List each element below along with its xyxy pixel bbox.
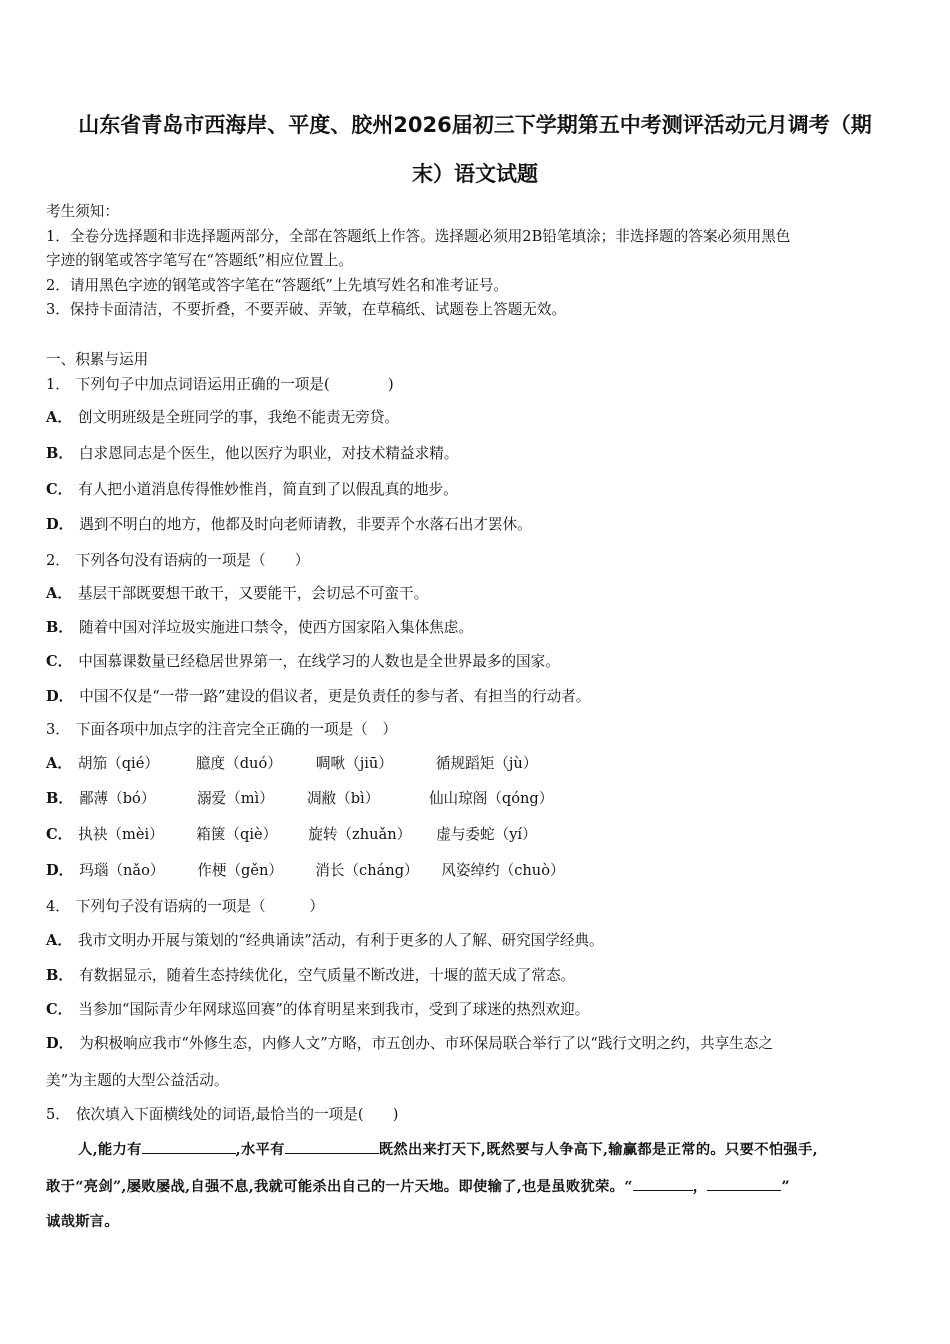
question-number: 1． — [46, 376, 70, 393]
passage-text: ,水平有 — [235, 1142, 285, 1158]
option-label: D． — [46, 516, 74, 533]
question-text: 下列句子中加点词语运用正确的一项是( ) — [75, 376, 394, 393]
page-title-line1: 山东省青岛市西海岸、平度、胶州2026届初三下学期第五中考测评活动元月调考（期 — [78, 113, 872, 137]
question-number: 5． — [46, 1106, 70, 1123]
passage-text: ” — [781, 1179, 790, 1195]
notice-heading: 考生须知： — [46, 203, 119, 220]
option-label: C． — [46, 653, 73, 670]
option-text: 创文明班级是全班同学的事，我绝不能责无旁贷。 — [77, 409, 399, 426]
passage-text: ， — [692, 1179, 708, 1195]
q1-option-a — [46, 408, 399, 428]
q4-option-d-cont: 美”为主题的大型公益活动。 — [46, 1072, 229, 1089]
page-title-line2: 末）语文试题 — [412, 162, 538, 186]
question-1-stem — [46, 375, 394, 395]
answer-blank-1 — [142, 1139, 236, 1154]
passage-line-1 — [78, 1139, 818, 1160]
pinyin-item: 胡笳（qié） — [77, 755, 159, 772]
pinyin-item: 仙山琼阁（qóng） — [428, 790, 554, 807]
option-text: 有人把小道消息传得惟妙惟肖，简直到了以假乱真的地步。 — [78, 481, 458, 498]
passage-text: 敢于“亮剑”,屡败屡战,自强不息,我就可能杀出自己的一片天地。即使输了,也是虽败犹荣。“ — [46, 1179, 633, 1195]
question-5-stem — [46, 1105, 398, 1125]
option-label: D． — [46, 862, 74, 879]
option-label: A． — [46, 932, 72, 949]
pinyin-item: 虚与委蛇（yí） — [436, 826, 537, 843]
q2-option-c — [46, 652, 560, 672]
question-text: 下列各句没有语病的一项是（ ） — [75, 552, 310, 569]
question-number: 4． — [46, 898, 70, 915]
question-number: 2． — [46, 552, 70, 569]
q3-option-d — [46, 861, 565, 881]
question-2-stem — [46, 551, 309, 571]
q3-option-b — [46, 789, 553, 809]
option-label: A． — [46, 409, 72, 426]
notice-item-1: 1．全卷分选择题和非选择题两部分，全部在答题纸上作答。选择题必须用2B铅笔填涂；非选择题的答案必须用黑色 — [46, 228, 791, 245]
pinyin-item: 旋转（zhuǎn） — [308, 826, 412, 843]
question-text: 下列句子没有语病的一项是（ ） — [75, 898, 324, 915]
question-4-stem — [46, 897, 324, 917]
pinyin-item: 鄙薄（bó） — [78, 790, 156, 807]
pinyin-item: 循规蹈矩（jù） — [435, 755, 538, 772]
option-label: B． — [46, 790, 73, 807]
pinyin-item: 箱箧（qiè） — [196, 826, 278, 843]
q2-option-d — [46, 687, 590, 707]
answer-blank-2 — [285, 1139, 379, 1154]
q1-option-c — [46, 480, 458, 500]
option-label: C． — [46, 826, 73, 843]
option-label: D． — [46, 688, 74, 705]
q2-option-b — [46, 618, 473, 638]
option-label: B． — [46, 967, 73, 984]
notice-item-3: 3．保持卡面清洁，不要折叠，不要弄破、弄皱，在草稿纸、试题卷上答题无效。 — [46, 301, 567, 318]
option-text: 我市文明办开展与策划的“经典诵读”活动，有利于更多的人了解、研究国学经典。 — [77, 932, 604, 949]
notice-item-2: 2．请用黑色字迹的钢笔或答字笔在“答题纸”上先填写姓名和准考证号。 — [46, 277, 509, 294]
question-text: 下面各项中加点字的注音完全正确的一项是（ ） — [75, 721, 397, 738]
passage-text: 人,能力有 — [78, 1142, 142, 1158]
notice-item-1-cont: 字迹的钢笔或答字笔写在“答题纸”相应位置上。 — [46, 252, 353, 269]
option-text: 有数据显示，随着生态持续优化，空气质量不断改进，十堰的蓝天成了常态。 — [78, 967, 576, 984]
q1-option-b — [46, 444, 458, 464]
pinyin-item: 玛瑙（nǎo） — [79, 862, 165, 879]
option-label: C． — [46, 481, 73, 498]
pinyin-item: 凋敝（bì） — [306, 790, 380, 807]
pinyin-item: 作梗（gěn） — [197, 862, 284, 879]
answer-blank-4 — [707, 1176, 781, 1191]
question-3-stem — [46, 720, 397, 740]
option-text: 基层干部既要想干敢干，又要能干，会切忌不可蛮干。 — [77, 585, 429, 602]
question-number: 3． — [46, 721, 70, 738]
option-text: 随着中国对洋垃圾实施进口禁令，使西方国家陷入集体焦虑。 — [78, 619, 473, 636]
section-heading: 一、积累与运用 — [46, 351, 149, 368]
q2-option-a — [46, 584, 428, 604]
q1-option-d — [46, 515, 532, 535]
option-label: A． — [46, 755, 72, 772]
question-text: 依次填入下面横线处的词语,最恰当的一项是( ) — [75, 1106, 399, 1123]
option-label: D． — [46, 1035, 74, 1052]
option-label: B． — [46, 619, 73, 636]
q4-option-d — [46, 1034, 773, 1054]
option-label: A． — [46, 585, 72, 602]
pinyin-item: 执袂（mèi） — [78, 826, 164, 843]
pinyin-item: 风姿绰约（chuò） — [441, 862, 565, 879]
option-text: 遇到不明白的地方，他都及时向老师请教，非要弄个水落石出才罢休。 — [79, 516, 532, 533]
option-text: 中国不仅是“一带一路”建设的倡议者，更是负责任的参与者、有担当的行动者。 — [79, 688, 591, 705]
q4-option-c — [46, 1000, 589, 1020]
option-text: 中国慕课数量已经稳居世界第一，在线学习的人数也是全世界最多的国家。 — [78, 653, 560, 670]
q3-option-a — [46, 754, 537, 774]
passage-text: 既然出来打天下,既然要与人争高下,输赢都是正常的。只要不怕强手, — [378, 1142, 818, 1158]
q3-option-c — [46, 825, 537, 845]
answer-blank-3 — [633, 1176, 693, 1191]
passage-line-3: 诚哉斯言。 — [46, 1214, 119, 1230]
option-text: 为积极响应我市“外修生态，内修人文”方略，市五创办、市环保局联合举行了以“践行文明之约，共享生态之 — [79, 1035, 773, 1052]
option-text: 当参加“国际青少年网球巡回赛”的体育明星来到我市，受到了球迷的热烈欢迎。 — [78, 1001, 590, 1018]
q4-option-a — [46, 931, 604, 951]
pinyin-item: 溺爱（mì） — [196, 790, 274, 807]
q4-option-b — [46, 966, 575, 986]
pinyin-item: 消长（cháng） — [315, 862, 419, 879]
pinyin-item: 臆度（duó） — [195, 755, 282, 772]
option-label: B． — [46, 445, 73, 462]
option-text: 白求恩同志是个医生，他以医疗为职业，对技术精益求精。 — [78, 445, 459, 462]
pinyin-item: 啁啾（jiū） — [315, 755, 393, 772]
option-label: C． — [46, 1001, 73, 1018]
passage-line-2 — [46, 1176, 790, 1197]
